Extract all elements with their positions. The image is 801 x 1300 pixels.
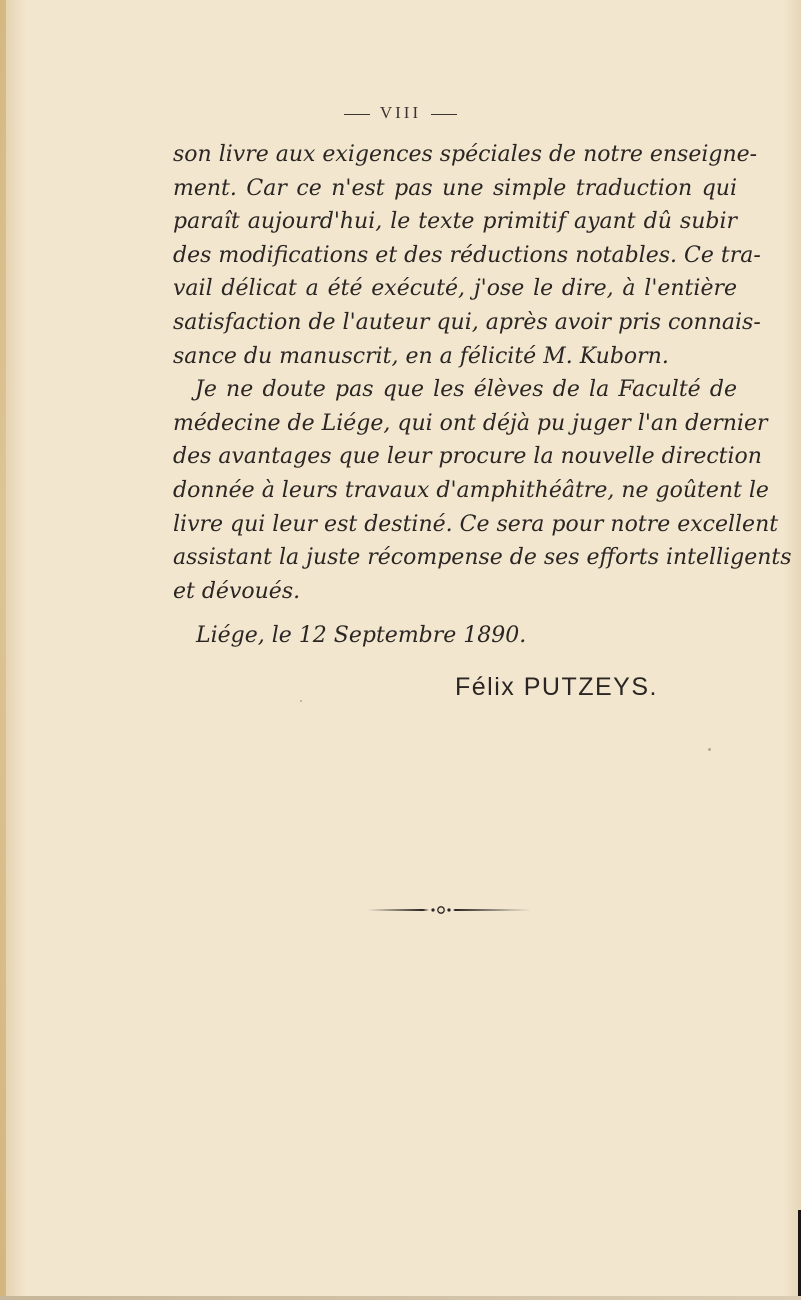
text-line: satisfaction de l'auteur qui, après avoir pris connais-: [173, 309, 761, 335]
signature: Félix PUTZEYS.: [455, 673, 658, 701]
page-bottom-edge: [0, 1296, 801, 1300]
text-line: et dévoués.: [173, 578, 301, 604]
page-edge-left: [0, 0, 6, 1300]
text-line: médecine de Liége, qui ont déjà pu juger l'an dernier: [173, 410, 768, 436]
paragraph-start-line: Je ne doute pas que les élèves de la Faculté de: [195, 377, 737, 403]
dateline: Liége, le 12 Septembre 1890.: [196, 623, 527, 648]
text-line: assistant la juste récompense de ses efforts intelligents: [173, 545, 792, 571]
header-dash-left: [344, 114, 370, 115]
paper-fleck: [300, 700, 302, 702]
paper-fleck: [708, 748, 711, 751]
text-line: sance du manuscrit, en a félicité M. Kuborn.: [173, 343, 669, 369]
text-line: son livre aux exigences spéciales de notre enseigne-: [173, 142, 758, 167]
text-line: ment. Car ce n'est pas une simple traduction qui: [173, 175, 737, 201]
text-line: des avantages que leur procure la nouvelle direction: [173, 444, 762, 470]
page-number: VIII: [379, 103, 422, 122]
page-header: [0, 103, 801, 123]
text-line: donnée à leurs travaux d'amphithéâtre, ne goûtent le: [173, 477, 769, 503]
text-line: paraît aujourd'hui, le texte primitif ayant dû subir: [173, 209, 737, 235]
text-line: vail délicat a été exécuté, j'ose le dire, à l'entière: [173, 276, 737, 302]
ornament-divider: [367, 903, 531, 917]
body-text: [173, 138, 792, 608]
text-line: livre qui leur est destiné. Ce sera pour notre excellent: [173, 511, 779, 537]
header-dash-right: [431, 114, 457, 115]
text-line: des modifications et des réductions notables. Ce tra-: [173, 242, 761, 268]
